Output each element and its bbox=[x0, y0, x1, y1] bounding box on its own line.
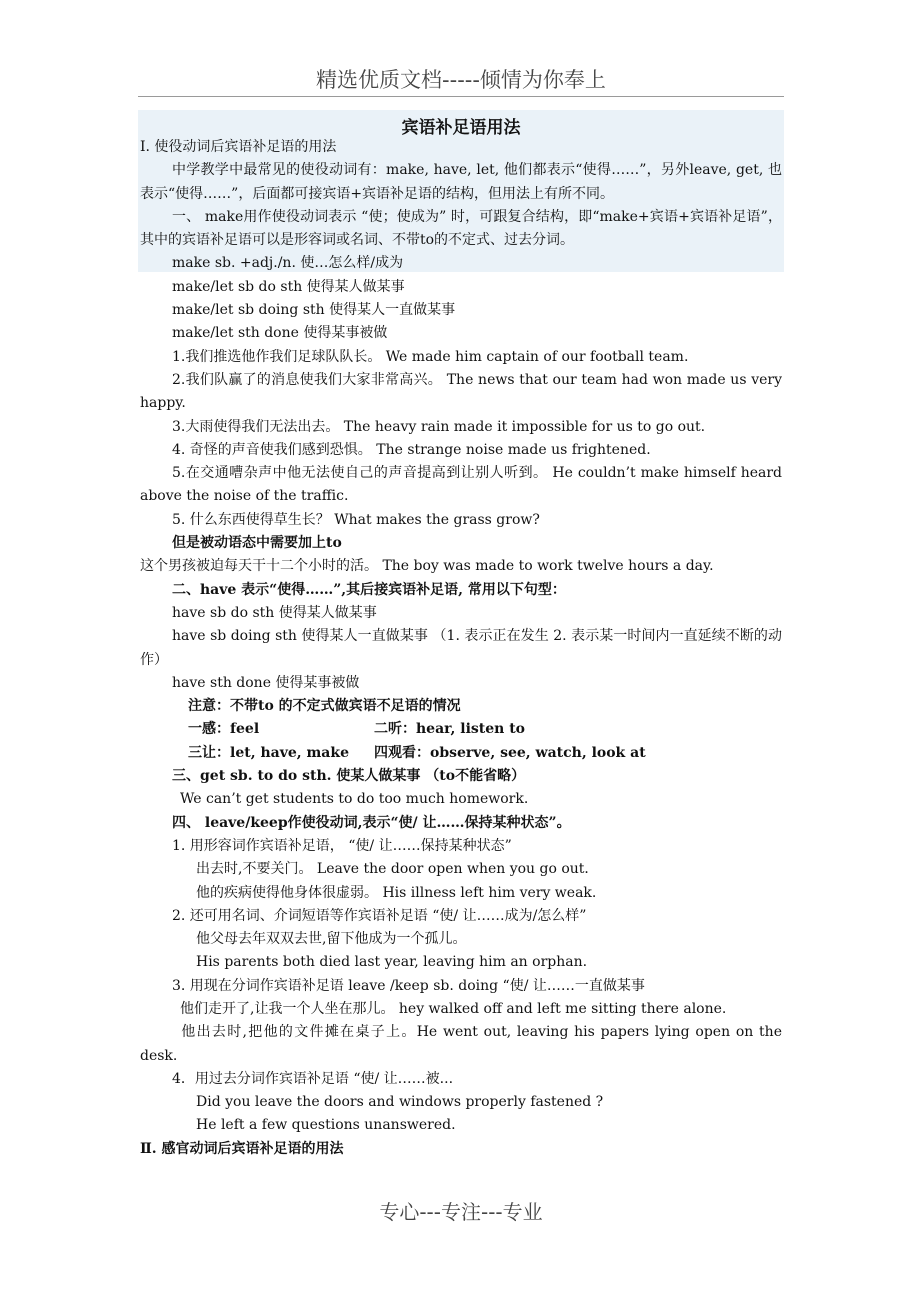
pattern-line: make/let sth done 使得某事被做 bbox=[172, 325, 388, 342]
leave-example bbox=[140, 1021, 782, 1068]
leave-example: Did you leave the doors and windows properly fastened ? bbox=[196, 1094, 604, 1111]
example-line: 4. 奇怪的声音使我们感到恐惧。 The strange noise made us frightened. bbox=[172, 441, 651, 458]
note-row bbox=[140, 718, 782, 741]
note-left: 三让：let, have, make bbox=[188, 744, 349, 761]
note-left: 一感：feel bbox=[188, 721, 260, 738]
leave-example: 出去时,不要关门。 Leave the door open when you go out． bbox=[196, 861, 599, 878]
leave-sub-3: 3. 用现在分词作宾语补足语 leave /keep sb. doing “使/ 让……一直做某事 bbox=[172, 977, 645, 994]
document-title: 宾语补足语用法 bbox=[401, 118, 521, 138]
example-line: 1.我们推选他作我们足球队队长。 We made him captain of our football team. bbox=[172, 348, 689, 365]
section-heading-2: Ⅱ. 感官动词后宾语补足语的用法 bbox=[140, 1140, 344, 1157]
pattern-line: make sb. +adj./n. 使…怎么样/成为 bbox=[172, 255, 404, 272]
document-body bbox=[140, 136, 782, 1161]
page-footer: 专心---专注---专业 bbox=[379, 1200, 543, 1224]
have-pattern: have sb doing sth 使得某人一直做某事 （1. 表示正在发生 2. 表示某一时间内一直延续不断的动作） bbox=[140, 628, 782, 668]
leave-heading: 四、 leave/keep作使役动词,表示“使/ 让……保持某种状态”。 bbox=[172, 814, 571, 831]
leave-example: His parents both died last year, leaving him an orphan. bbox=[196, 954, 588, 971]
leave-example: He left a few questions unanswered. bbox=[196, 1117, 456, 1134]
passive-example: 这个男孩被迫每天干十二个小时的活。 The boy was made to work twelve hours a day. bbox=[140, 558, 714, 575]
get-example: We can’t get students to do too much homework. bbox=[180, 791, 529, 808]
leave-sub-1: 1. 用形容词作宾语补足语， “使/ 让……保持某种状态” bbox=[172, 837, 512, 854]
leave-sub-4: 4．用过去分词作宾语补足语 “使/ 让……被... bbox=[172, 1070, 454, 1087]
example-line: 2.我们队赢了的消息使我们大家非常高兴。 The news that our team had won made us very happy. bbox=[140, 371, 782, 412]
note-right: 四观看：observe, see, watch, look at bbox=[374, 744, 646, 761]
passive-note: 但是被动语态中需要加上to bbox=[172, 535, 342, 552]
example-line: 5. 什么东西使得草生长？ What makes the grass grow? bbox=[172, 511, 540, 528]
have-heading: 二、have 表示“使得……”,其后接宾语补足语, 常用以下句型： bbox=[172, 581, 566, 598]
section-heading-1: I. 使役动词后宾语补足语的用法 bbox=[140, 139, 337, 155]
example-line: 3.大雨使得我们无法出去。 The heavy rain made it impossible for us to go out. bbox=[172, 418, 706, 435]
intro-paragraph: 中学教学中最常见的使役动词有：make, have, let, 他们都表示“使得……”，另外leave, get, 也表示“使得……”，后面都可接宾语+宾语补足语的结构，但用法上有所不同。 bbox=[140, 162, 782, 202]
note-heading: 注意：不带to 的不定式做宾语不足语的情况 bbox=[188, 698, 461, 715]
pattern-line: make/let sb do sth 使得某人做某事 bbox=[172, 278, 405, 295]
make-heading: 一、 make用作使役动词表示 “使；使成为” 时，可跟复合结构，即“make+宾语+宾语补足语”，其中的宾语补足语可以是形容词或名词、不带to的不定式、过去分词。 bbox=[140, 208, 782, 249]
get-heading: 三、get sb. to do sth. 使某人做某事 （to不能省略） bbox=[172, 768, 526, 785]
leave-example-text: 他出去时,把他的文件摊在桌子上。He went out, leaving his papers lying open on the desk. bbox=[140, 1024, 782, 1064]
header-rule bbox=[138, 96, 784, 97]
leave-sub-2: 2. 还可用名词、介词短语等作宾语补足语 “使/ 让……成为/怎么样” bbox=[172, 907, 587, 924]
note-row bbox=[140, 742, 782, 765]
have-pattern: have sth done 使得某事被做 bbox=[172, 674, 360, 691]
leave-example: 他们走开了,让我一个人坐在那儿。 hey walked off and left me sitting there alone. bbox=[180, 1000, 727, 1017]
leave-example: 他父母去年双双去世,留下他成为一个孤儿。 bbox=[196, 931, 467, 948]
leave-example: 他的疾病使得他身体很虚弱。 His illness left him very weak. bbox=[196, 884, 597, 901]
pattern-line: make/let sb doing sth 使得某人一直做某事 bbox=[172, 302, 456, 319]
note-right: 二听：hear, listen to bbox=[374, 721, 526, 738]
page-header: 精选优质文档-----倾情为你奉上 bbox=[316, 68, 606, 92]
example-line: 5.在交通嘈杂声中他无法使自己的声音提高到让别人听到。 He couldn’t make himself heard above the noise of the traffic. bbox=[140, 465, 782, 505]
have-pattern: have sb do sth 使得某人做某事 bbox=[172, 604, 377, 621]
